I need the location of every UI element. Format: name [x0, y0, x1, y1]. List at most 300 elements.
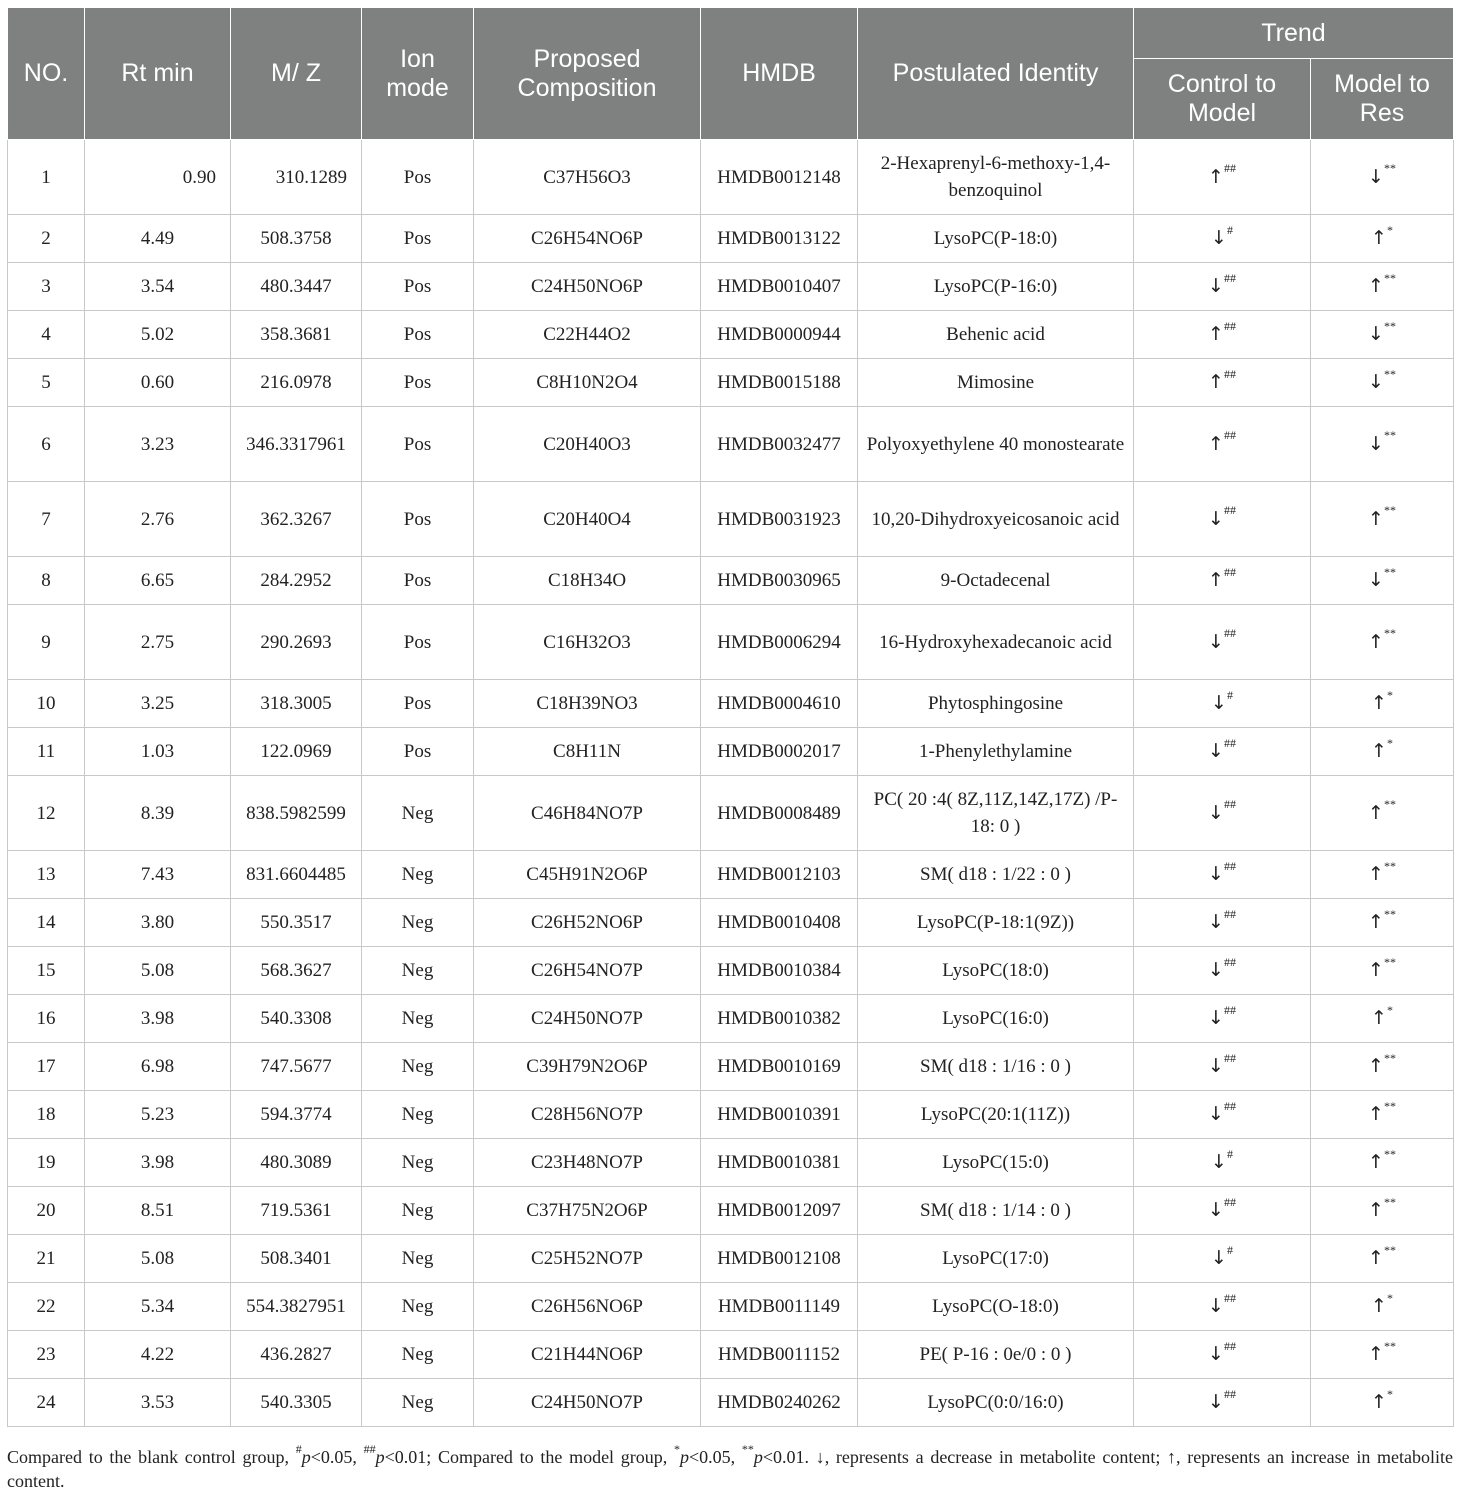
- significance-mark: **: [1383, 1338, 1396, 1353]
- trend-arrow-icon: ↑: [1208, 165, 1224, 188]
- cell-identity: LysoPC(P-16:0): [858, 263, 1134, 311]
- cell-composition: C28H56NO7P: [474, 1091, 701, 1139]
- significance-mark: ##: [1223, 735, 1236, 750]
- significance-mark: **: [1383, 797, 1396, 812]
- cell-no: 2: [8, 215, 85, 263]
- significance-mark: **: [1383, 1194, 1396, 1209]
- cell-composition: C20H40O3: [474, 407, 701, 482]
- cell-composition: C37H56O3: [474, 140, 701, 215]
- cell-no: 24: [8, 1379, 85, 1427]
- cell-rt: 3.54: [85, 263, 231, 311]
- trend-arrow-icon: ↑: [1368, 275, 1384, 297]
- cell-identity: LysoPC(0:0/16:0): [858, 1379, 1134, 1427]
- table-row: [8, 311, 1454, 359]
- cell-mz: 508.3758: [231, 215, 362, 263]
- cell-identity: SM( d18 : 1/22 : 0 ): [858, 851, 1134, 899]
- cell-ion-mode: Pos: [362, 359, 474, 407]
- cell-model-to-res: [1311, 680, 1454, 728]
- significance-mark: **: [1383, 626, 1396, 641]
- cell-rt: 3.23: [85, 407, 231, 482]
- table-body: [8, 140, 1454, 1427]
- significance-mark: #: [1226, 687, 1233, 702]
- significance-mark: #: [1226, 1146, 1233, 1161]
- trend-arrow-icon: ↑: [1368, 911, 1384, 933]
- cell-control-to-model: [1134, 1043, 1311, 1091]
- cell-control-to-model: [1134, 215, 1311, 263]
- cell-mz: 290.2693: [231, 605, 362, 680]
- cell-no: 18: [8, 1091, 85, 1139]
- metabolite-table: [7, 7, 1454, 1427]
- cell-model-to-res: [1311, 1043, 1454, 1091]
- cell-composition: C26H52NO6P: [474, 899, 701, 947]
- cell-identity: 10,20-Dihydroxyeicosanoic acid: [858, 482, 1134, 557]
- cell-composition: C22H44O2: [474, 311, 701, 359]
- trend-arrow-icon: ↓: [1208, 1007, 1224, 1029]
- cell-control-to-model: [1134, 605, 1311, 680]
- cell-control-to-model: [1134, 1091, 1311, 1139]
- cell-ion-mode: Pos: [362, 140, 474, 215]
- significance-mark: ##: [1223, 161, 1236, 176]
- cell-identity: LysoPC(18:0): [858, 947, 1134, 995]
- cell-mz: 284.2952: [231, 557, 362, 605]
- cell-no: 5: [8, 359, 85, 407]
- cell-model-to-res: [1311, 1235, 1454, 1283]
- significance-mark: ##: [1223, 1098, 1236, 1113]
- cell-hmdb: HMDB0012103: [701, 851, 858, 899]
- trend-arrow-icon: ↓: [1368, 323, 1384, 345]
- cell-ion-mode: Neg: [362, 1139, 474, 1187]
- cell-no: 17: [8, 1043, 85, 1091]
- table-row: [8, 728, 1454, 776]
- cell-identity: 1-Phenylethylamine: [858, 728, 1134, 776]
- cell-identity: 9-Octadecenal: [858, 557, 1134, 605]
- cell-model-to-res: [1311, 359, 1454, 407]
- cell-control-to-model: [1134, 1187, 1311, 1235]
- cell-identity: PC( 20 :4( 8Z,11Z,14Z,17Z) /P-18: 0 ): [858, 776, 1134, 851]
- significance-mark: **: [1383, 1146, 1396, 1161]
- cell-no: 19: [8, 1139, 85, 1187]
- cell-mz: 122.0969: [231, 728, 362, 776]
- cell-rt: 2.75: [85, 605, 231, 680]
- cell-hmdb: HMDB0015188: [701, 359, 858, 407]
- trend-arrow-icon: ↑: [1371, 740, 1387, 762]
- table-row: [8, 947, 1454, 995]
- cell-model-to-res: [1311, 851, 1454, 899]
- cell-composition: C26H54NO6P: [474, 215, 701, 263]
- cell-control-to-model: [1134, 557, 1311, 605]
- cell-ion-mode: Neg: [362, 1331, 474, 1379]
- trend-arrow-icon: ↑: [1208, 371, 1224, 393]
- cell-model-to-res: [1311, 482, 1454, 557]
- table-row: [8, 899, 1454, 947]
- trend-arrow-icon: ↓: [1208, 959, 1224, 981]
- trend-arrow-icon: ↓: [1208, 1295, 1224, 1317]
- significance-mark: ##: [1223, 270, 1236, 285]
- significance-mark: ##: [1223, 906, 1236, 921]
- trend-arrow-icon: ↑: [1208, 432, 1224, 455]
- header-rt: Rt min: [85, 8, 231, 140]
- cell-model-to-res: [1311, 311, 1454, 359]
- table-row: [8, 407, 1454, 482]
- cell-identity: Polyoxyethylene 40 monostearate: [858, 407, 1134, 482]
- significance-mark: **: [1383, 161, 1396, 176]
- cell-ion-mode: Neg: [362, 1091, 474, 1139]
- table-header: [8, 8, 1454, 140]
- significance-mark: #: [1226, 222, 1233, 237]
- significance-mark: **: [1383, 270, 1396, 285]
- cell-identity: LysoPC(20:1(11Z)): [858, 1091, 1134, 1139]
- cell-ion-mode: Pos: [362, 557, 474, 605]
- cell-identity: 2-Hexaprenyl-6-methoxy-1,4-benzoquinol: [858, 140, 1134, 215]
- cell-hmdb: HMDB0004610: [701, 680, 858, 728]
- significance-mark: ##: [1223, 1290, 1236, 1305]
- cell-mz: 346.3317961: [231, 407, 362, 482]
- cell-identity: Behenic acid: [858, 311, 1134, 359]
- cell-hmdb: HMDB0010384: [701, 947, 858, 995]
- cell-mz: 594.3774: [231, 1091, 362, 1139]
- cell-mz: 540.3308: [231, 995, 362, 1043]
- cell-composition: C18H39NO3: [474, 680, 701, 728]
- cell-mz: 508.3401: [231, 1235, 362, 1283]
- cell-identity: LysoPC(15:0): [858, 1139, 1134, 1187]
- cell-identity: LysoPC(17:0): [858, 1235, 1134, 1283]
- cell-hmdb: HMDB0011152: [701, 1331, 858, 1379]
- cell-ion-mode: Neg: [362, 1235, 474, 1283]
- cell-composition: C24H50NO7P: [474, 1379, 701, 1427]
- trend-arrow-icon: ↓: [1208, 630, 1224, 653]
- cell-identity: SM( d18 : 1/14 : 0 ): [858, 1187, 1134, 1235]
- cell-rt: 3.98: [85, 995, 231, 1043]
- table-row: [8, 215, 1454, 263]
- cell-ion-mode: Neg: [362, 995, 474, 1043]
- cell-rt: 1.03: [85, 728, 231, 776]
- trend-arrow-icon: ↑: [1368, 1055, 1384, 1077]
- cell-identity: SM( d18 : 1/16 : 0 ): [858, 1043, 1134, 1091]
- trend-arrow-icon: ↓: [1208, 275, 1224, 297]
- cell-control-to-model: [1134, 1379, 1311, 1427]
- cell-composition: C24H50NO6P: [474, 263, 701, 311]
- cell-model-to-res: [1311, 776, 1454, 851]
- cell-hmdb: HMDB0008489: [701, 776, 858, 851]
- table-row: [8, 851, 1454, 899]
- cell-mz: 554.3827951: [231, 1283, 362, 1331]
- cell-mz: 310.1289: [231, 140, 362, 215]
- cell-model-to-res: [1311, 947, 1454, 995]
- cell-model-to-res: [1311, 1331, 1454, 1379]
- cell-no: 11: [8, 728, 85, 776]
- cell-model-to-res: [1311, 263, 1454, 311]
- cell-composition: C46H84NO7P: [474, 776, 701, 851]
- significance-mark: *: [1386, 735, 1393, 750]
- trend-arrow-icon: ↓: [1208, 801, 1224, 824]
- significance-mark: ##: [1223, 1194, 1236, 1209]
- cell-rt: 6.65: [85, 557, 231, 605]
- significance-mark: **: [1383, 1050, 1396, 1065]
- cell-hmdb: HMDB0031923: [701, 482, 858, 557]
- significance-mark: **: [1383, 954, 1396, 969]
- significance-mark: ##: [1223, 626, 1236, 641]
- header-control-to-model: Control to Model: [1134, 59, 1311, 140]
- significance-mark: ##: [1223, 858, 1236, 873]
- significance-mark: ##: [1223, 318, 1236, 333]
- cell-hmdb: HMDB0006294: [701, 605, 858, 680]
- table-row: [8, 776, 1454, 851]
- cell-composition: C39H79N2O6P: [474, 1043, 701, 1091]
- cell-ion-mode: Pos: [362, 311, 474, 359]
- cell-no: 10: [8, 680, 85, 728]
- cell-model-to-res: [1311, 215, 1454, 263]
- cell-control-to-model: [1134, 311, 1311, 359]
- significance-mark: ##: [1223, 1002, 1236, 1017]
- cell-control-to-model: [1134, 263, 1311, 311]
- cell-hmdb: HMDB0010408: [701, 899, 858, 947]
- cell-mz: 747.5677: [231, 1043, 362, 1091]
- cell-model-to-res: [1311, 1187, 1454, 1235]
- cell-rt: 2.76: [85, 482, 231, 557]
- cell-no: 20: [8, 1187, 85, 1235]
- trend-arrow-icon: ↑: [1208, 569, 1224, 591]
- significance-mark: #: [1226, 1242, 1233, 1257]
- cell-composition: C25H52NO7P: [474, 1235, 701, 1283]
- cell-mz: 480.3089: [231, 1139, 362, 1187]
- trend-arrow-icon: ↑: [1368, 1343, 1384, 1365]
- table-row: [8, 557, 1454, 605]
- cell-no: 6: [8, 407, 85, 482]
- cell-control-to-model: [1134, 680, 1311, 728]
- cell-composition: C21H44NO6P: [474, 1331, 701, 1379]
- trend-arrow-icon: ↑: [1371, 692, 1387, 714]
- cell-hmdb: HMDB0030965: [701, 557, 858, 605]
- cell-control-to-model: [1134, 776, 1311, 851]
- cell-hmdb: HMDB0240262: [701, 1379, 858, 1427]
- cell-composition: C16H32O3: [474, 605, 701, 680]
- cell-control-to-model: [1134, 728, 1311, 776]
- trend-arrow-icon: ↑: [1208, 323, 1224, 345]
- cell-identity: LysoPC(O-18:0): [858, 1283, 1134, 1331]
- trend-arrow-icon: ↓: [1368, 165, 1384, 188]
- cell-hmdb: HMDB0010391: [701, 1091, 858, 1139]
- cell-mz: 358.3681: [231, 311, 362, 359]
- cell-rt: 3.98: [85, 1139, 231, 1187]
- cell-ion-mode: Neg: [362, 851, 474, 899]
- table-row: [8, 1139, 1454, 1187]
- trend-arrow-icon: ↑: [1368, 1151, 1384, 1173]
- table-row: [8, 1283, 1454, 1331]
- cell-model-to-res: [1311, 557, 1454, 605]
- trend-arrow-icon: ↑: [1368, 1103, 1384, 1125]
- cell-model-to-res: [1311, 899, 1454, 947]
- cell-no: 4: [8, 311, 85, 359]
- cell-composition: C26H56NO6P: [474, 1283, 701, 1331]
- cell-composition: C20H40O4: [474, 482, 701, 557]
- cell-model-to-res: [1311, 995, 1454, 1043]
- header-no: NO.: [8, 8, 85, 140]
- cell-hmdb: HMDB0012097: [701, 1187, 858, 1235]
- cell-no: 7: [8, 482, 85, 557]
- cell-ion-mode: Neg: [362, 1043, 474, 1091]
- cell-model-to-res: [1311, 1139, 1454, 1187]
- trend-arrow-icon: ↓: [1208, 1391, 1224, 1413]
- cell-rt: 8.39: [85, 776, 231, 851]
- significance-mark: *: [1386, 1386, 1393, 1401]
- table-row: [8, 605, 1454, 680]
- significance-mark: ##: [1223, 1338, 1236, 1353]
- cell-control-to-model: [1134, 482, 1311, 557]
- cell-rt: 7.43: [85, 851, 231, 899]
- cell-no: 15: [8, 947, 85, 995]
- cell-mz: 436.2827: [231, 1331, 362, 1379]
- significance-mark: **: [1383, 858, 1396, 873]
- cell-control-to-model: [1134, 1139, 1311, 1187]
- cell-mz: 831.6604485: [231, 851, 362, 899]
- cell-control-to-model: [1134, 995, 1311, 1043]
- significance-mark: ##: [1223, 954, 1236, 969]
- cell-no: 8: [8, 557, 85, 605]
- cell-mz: 216.0978: [231, 359, 362, 407]
- cell-hmdb: HMDB0032477: [701, 407, 858, 482]
- cell-mz: 318.3005: [231, 680, 362, 728]
- cell-ion-mode: Neg: [362, 1283, 474, 1331]
- cell-identity: Mimosine: [858, 359, 1134, 407]
- significance-mark: *: [1386, 1290, 1393, 1305]
- cell-ion-mode: Pos: [362, 728, 474, 776]
- cell-composition: C18H34O: [474, 557, 701, 605]
- cell-no: 3: [8, 263, 85, 311]
- table-row: [8, 680, 1454, 728]
- cell-rt: 8.51: [85, 1187, 231, 1235]
- cell-mz: 362.3267: [231, 482, 362, 557]
- table-row: [8, 140, 1454, 215]
- cell-rt: 3.25: [85, 680, 231, 728]
- cell-hmdb: HMDB0011149: [701, 1283, 858, 1331]
- header-ion-mode: Ion mode: [362, 8, 474, 140]
- cell-mz: 568.3627: [231, 947, 362, 995]
- cell-hmdb: HMDB0010169: [701, 1043, 858, 1091]
- cell-mz: 550.3517: [231, 899, 362, 947]
- cell-hmdb: HMDB0010382: [701, 995, 858, 1043]
- significance-mark: ##: [1223, 1050, 1236, 1065]
- header-identity: Postulated Identity: [858, 8, 1134, 140]
- trend-arrow-icon: ↓: [1368, 432, 1384, 455]
- cell-hmdb: HMDB0010381: [701, 1139, 858, 1187]
- table-row: [8, 1379, 1454, 1427]
- cell-control-to-model: [1134, 359, 1311, 407]
- table-row: [8, 995, 1454, 1043]
- cell-composition: C8H11N: [474, 728, 701, 776]
- cell-identity: LysoPC(P-18:0): [858, 215, 1134, 263]
- cell-no: 9: [8, 605, 85, 680]
- significance-mark: **: [1383, 366, 1396, 381]
- cell-model-to-res: [1311, 1091, 1454, 1139]
- cell-hmdb: HMDB0012108: [701, 1235, 858, 1283]
- trend-arrow-icon: ↓: [1208, 1199, 1224, 1221]
- header-model-to-res: Model to Res: [1311, 59, 1454, 140]
- cell-rt: 0.90: [85, 140, 231, 215]
- significance-mark: *: [1386, 222, 1393, 237]
- trend-arrow-icon: ↓: [1368, 371, 1384, 393]
- cell-mz: 838.5982599: [231, 776, 362, 851]
- header-mz: M/ Z: [231, 8, 362, 140]
- significance-mark: ##: [1223, 564, 1236, 579]
- cell-model-to-res: [1311, 1379, 1454, 1427]
- trend-arrow-icon: ↑: [1368, 863, 1384, 885]
- significance-mark: ##: [1223, 503, 1236, 518]
- cell-no: 22: [8, 1283, 85, 1331]
- cell-composition: C8H10N2O4: [474, 359, 701, 407]
- cell-ion-mode: Pos: [362, 407, 474, 482]
- trend-arrow-icon: ↓: [1208, 740, 1224, 762]
- trend-arrow-icon: ↓: [1211, 227, 1227, 249]
- cell-rt: 3.53: [85, 1379, 231, 1427]
- trend-arrow-icon: ↓: [1368, 569, 1384, 591]
- significance-mark: *: [1386, 687, 1393, 702]
- table-container: [7, 7, 1453, 1427]
- trend-arrow-icon: ↑: [1371, 227, 1387, 249]
- table-row: [8, 359, 1454, 407]
- cell-ion-mode: Pos: [362, 680, 474, 728]
- header-hmdb: HMDB: [701, 8, 858, 140]
- cell-identity: Phytosphingosine: [858, 680, 1134, 728]
- cell-control-to-model: [1134, 407, 1311, 482]
- cell-composition: C23H48NO7P: [474, 1139, 701, 1187]
- cell-ion-mode: Pos: [362, 215, 474, 263]
- cell-identity: LysoPC(16:0): [858, 995, 1134, 1043]
- trend-arrow-icon: ↑: [1371, 1007, 1387, 1029]
- cell-no: 12: [8, 776, 85, 851]
- cell-ion-mode: Pos: [362, 263, 474, 311]
- cell-model-to-res: [1311, 728, 1454, 776]
- cell-control-to-model: [1134, 851, 1311, 899]
- cell-hmdb: HMDB0000944: [701, 311, 858, 359]
- table-row: [8, 1235, 1454, 1283]
- trend-arrow-icon: ↑: [1368, 507, 1384, 530]
- cell-ion-mode: Pos: [362, 605, 474, 680]
- cell-rt: 5.08: [85, 1235, 231, 1283]
- significance-mark: **: [1383, 1098, 1396, 1113]
- cell-ion-mode: Pos: [362, 482, 474, 557]
- significance-mark: ##: [1223, 797, 1236, 812]
- table-row: [8, 263, 1454, 311]
- trend-arrow-icon: ↑: [1368, 959, 1384, 981]
- table-row: [8, 1043, 1454, 1091]
- cell-composition: C26H54NO7P: [474, 947, 701, 995]
- cell-hmdb: HMDB0002017: [701, 728, 858, 776]
- significance-mark: *: [1386, 1002, 1393, 1017]
- cell-no: 16: [8, 995, 85, 1043]
- cell-model-to-res: [1311, 1283, 1454, 1331]
- cell-control-to-model: [1134, 1331, 1311, 1379]
- significance-mark: ##: [1223, 428, 1236, 443]
- significance-mark: **: [1383, 564, 1396, 579]
- cell-model-to-res: [1311, 605, 1454, 680]
- table-row: [8, 482, 1454, 557]
- cell-no: 14: [8, 899, 85, 947]
- header-trend: Trend: [1134, 8, 1454, 59]
- trend-arrow-icon: ↓: [1211, 692, 1227, 714]
- cell-mz: 719.5361: [231, 1187, 362, 1235]
- trend-arrow-icon: ↓: [1208, 1103, 1224, 1125]
- cell-no: 13: [8, 851, 85, 899]
- significance-mark: **: [1383, 318, 1396, 333]
- significance-mark: **: [1383, 503, 1396, 518]
- cell-no: 21: [8, 1235, 85, 1283]
- cell-model-to-res: [1311, 407, 1454, 482]
- cell-control-to-model: [1134, 899, 1311, 947]
- cell-composition: C37H75N2O6P: [474, 1187, 701, 1235]
- significance-mark: ##: [1223, 366, 1236, 381]
- table-row: [8, 1331, 1454, 1379]
- cell-identity: 16-Hydroxyhexadecanoic acid: [858, 605, 1134, 680]
